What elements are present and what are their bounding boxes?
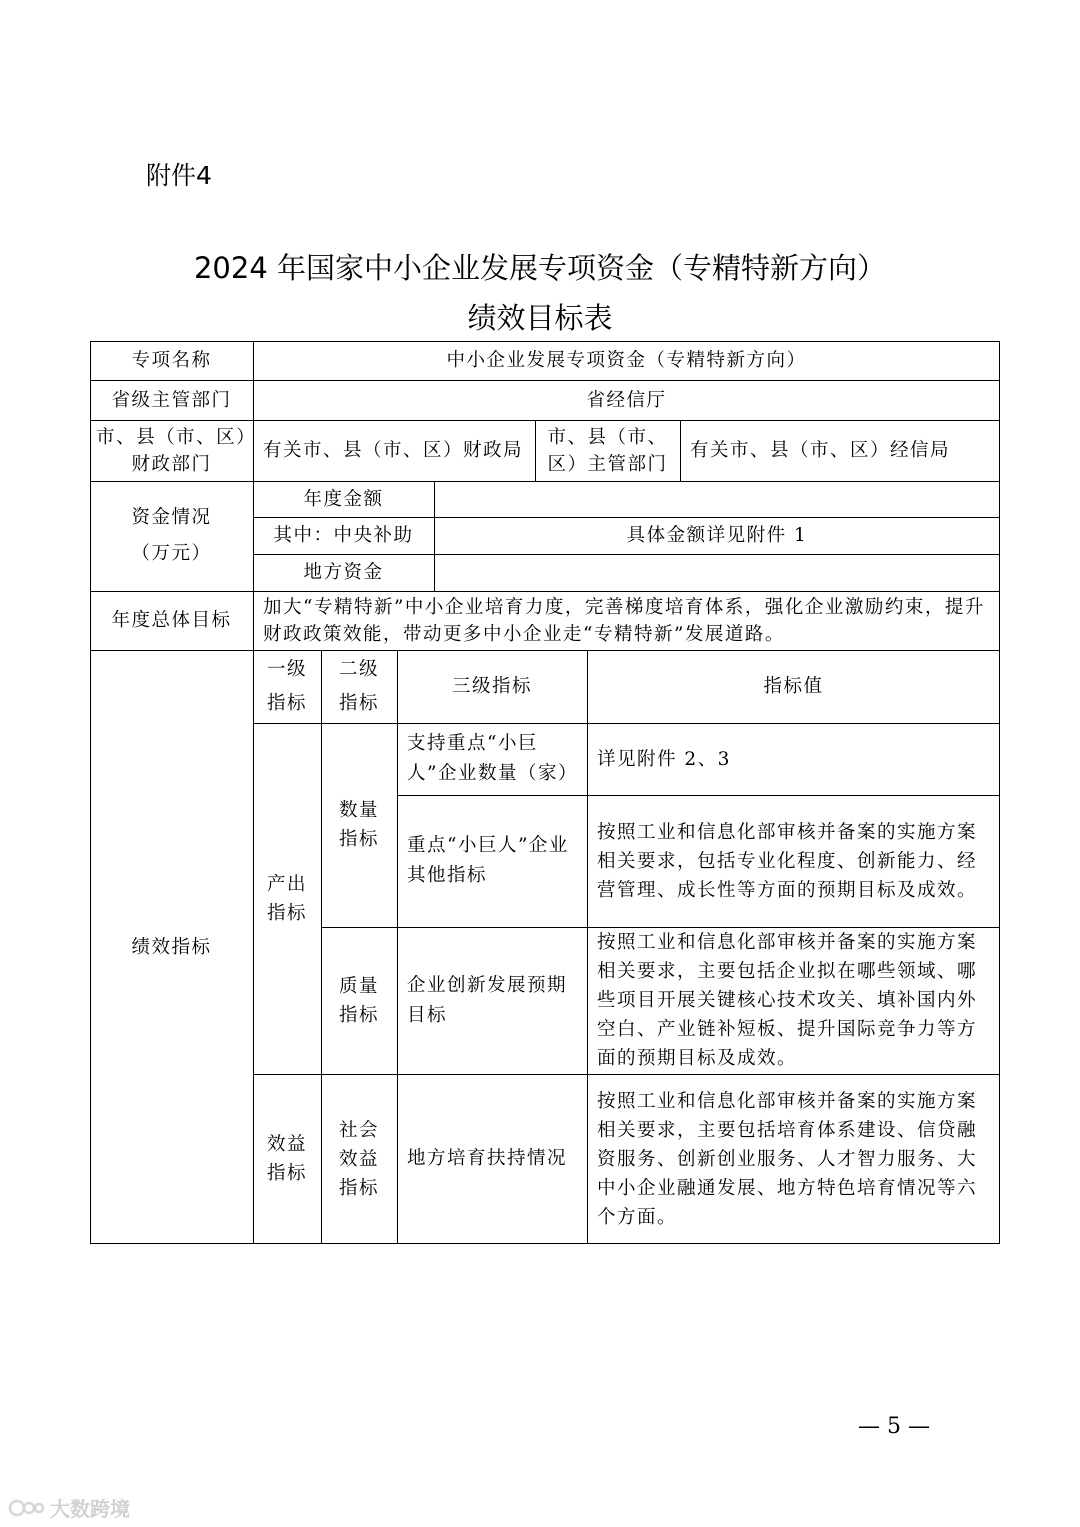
fund-label xyxy=(90,481,253,591)
provincial-dept-value: 省经信厅 xyxy=(586,389,667,411)
header-level2: 二级指标 xyxy=(338,658,379,714)
watermark xyxy=(8,1493,130,1522)
project-name-value: 中小企业发展专项资金（专精特新方向） xyxy=(446,350,807,371)
table-row-indicator: 地方培育扶持情况 xyxy=(407,1148,568,1169)
document-title: 2024 年国家中小企业发展专项资金（专精特新方向） xyxy=(193,251,887,285)
annual-goal-label: 年度总体目标 xyxy=(111,610,232,631)
central-subsidy-label: 其中：中央补助 xyxy=(273,525,414,546)
quantity-indicator-label: 数量指标 xyxy=(338,800,379,850)
watermark-text: 大数跨境 xyxy=(50,1497,130,1521)
provincial-dept-label: 省级主管部门 xyxy=(111,389,232,411)
header-level3: 三级指标 xyxy=(451,676,532,697)
project-name-label: 专项名称 xyxy=(131,350,212,371)
benefit-indicator-label: 效益指标 xyxy=(266,1134,307,1184)
table-row-indicator: 重点“小巨人”企业其他指标 xyxy=(407,835,569,886)
city-dept-label: 市、县（市、区）主管部门 xyxy=(547,426,668,475)
fund-label-text: 资金情况 xyxy=(131,507,212,528)
table-row-value: 详见附件 2、3 xyxy=(597,748,731,770)
fund-unit: （万元） xyxy=(131,543,212,564)
local-fund-label: 地方资金 xyxy=(303,562,384,583)
attachment-label: 附件4 xyxy=(146,161,212,190)
city-finance-value: 有关市、县（市、区）财政局 xyxy=(263,440,524,461)
table-row-indicator: 支持重点“小巨人”企业数量（家） xyxy=(407,733,578,784)
performance-label: 绩效指标 xyxy=(131,936,212,958)
city-finance-label: 市、县（市、区）财政部门 xyxy=(96,426,247,475)
annual-amount-label: 年度金额 xyxy=(303,488,384,510)
output-indicator-label: 产出指标 xyxy=(266,873,307,924)
page-number: — 5 — xyxy=(858,1414,930,1439)
header-level1: 一级指标 xyxy=(266,658,307,714)
header-value: 指标值 xyxy=(763,676,824,697)
social-benefit-indicator-label: 社会效益指标 xyxy=(338,1119,379,1199)
annual-goal-value: 加大“专精特新”中小企业培育力度，完善梯度培育体系，强化企业激励约束，提升财政政策效能，带动更多中小企业走“专精特新”发展道路。 xyxy=(263,596,985,645)
table-row-value: 按照工业和信息化部审核并备案的实施方案相关要求，包括专业化程度、创新能力、经营管理、成长性等方面的预期目标及成效。 xyxy=(597,821,978,901)
quality-indicator-label: 质量指标 xyxy=(338,975,379,1026)
watermark-logo-icon xyxy=(8,1497,46,1519)
table-row-value: 按照工业和信息化部审核并备案的实施方案相关要求，主要包括企业拟在哪些领域、哪些项目开展关键核心技术攻关、填补国内外空白、产业链补短板、提升国际竞争力等方面的预期目标及成效。 xyxy=(597,932,978,1069)
table-row-indicator: 企业创新发展预期目标 xyxy=(407,974,568,1026)
central-subsidy-value: 具体金额详见附件 1 xyxy=(626,525,808,546)
city-dept-value: 有关市、县（市、区）经信局 xyxy=(690,440,951,461)
document-subtitle: 绩效目标表 xyxy=(467,301,613,335)
table-row-value: 按照工业和信息化部审核并备案的实施方案相关要求，主要包括培育体系建设、信贷融资服务、创新创业服务、人才智力服务、大中小企业融通发展、地方特色培育情况等六个方面。 xyxy=(597,1090,978,1228)
